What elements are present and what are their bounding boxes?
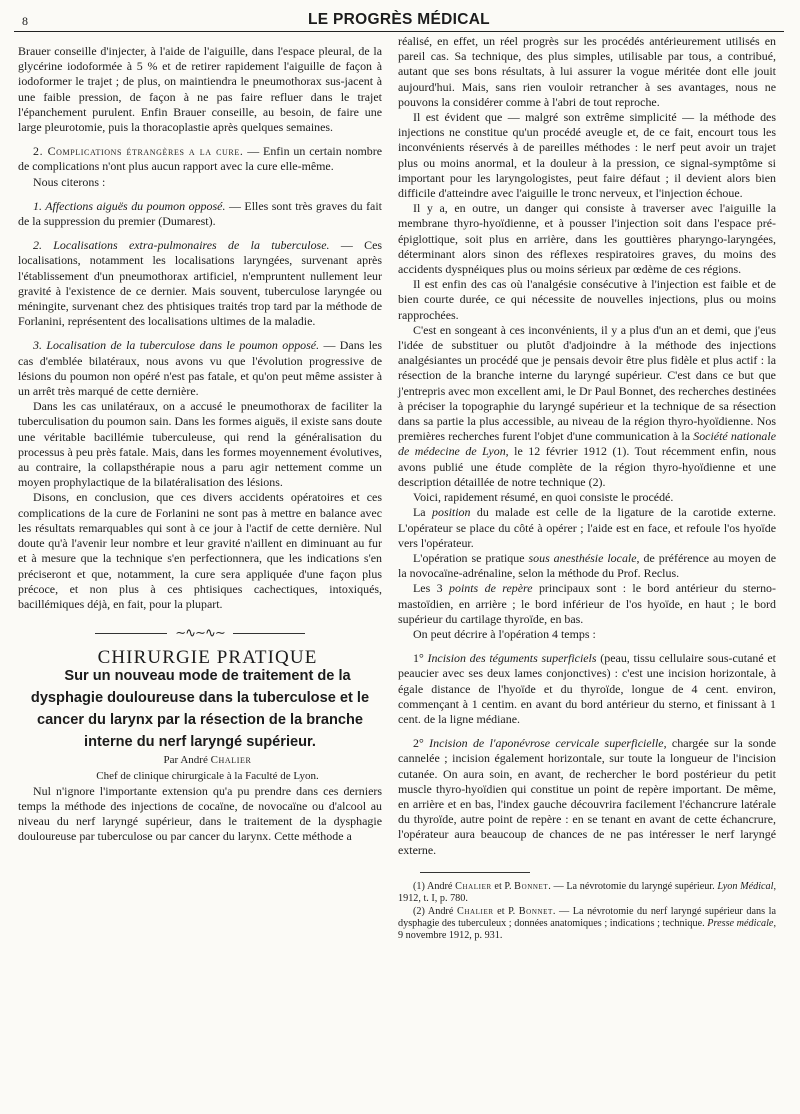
paragraph-text: , de préférence au moyen de la novocaïne-adrénaline, selon la méthode du Prof. Reclus. <box>398 550 776 581</box>
emphasis: points de repère <box>449 581 533 596</box>
subsection-label: 2. Complications étrangères a la cure. <box>33 144 244 159</box>
footnote-text: , 1912, t. I, p. 780. <box>398 880 777 905</box>
page-number: 8 <box>22 14 28 28</box>
journal-title: LE PROGRÈS MÉDICAL <box>308 11 490 28</box>
footnote-text: et P. <box>491 880 515 892</box>
paragraph-text: — Ces localisations, notamment les localisations laryngées, survenant après l'établissement d'un pneumothorax artificiel, n'empruntent nullement leur gravité à l'existence de ce dernier. Mais souvent, tuberculose laryngée ou méningite, survenant chez des phtisiques traités trop tard par la méthode de Forlanini, représentent des localisations ultimes de la maladie. <box>18 238 383 329</box>
paragraph-text: — Dans les cas d'emblée bilatéraux, nous avons vu que l'évolution progressive de lésions du poumon non opéré n'est pas fatale, et qu'on peut même assister à un arrêt très marqué de cette dernière. <box>18 338 383 399</box>
paragraph <box>398 736 776 858</box>
paragraph-text: L'opération se pratique <box>413 550 529 565</box>
paragraph: Il est évident que — malgré son extrême simplicité — la méthode des injections ne constitue qu'un procédé aveugle et, de ce fait, encourt tous les inconvénients réservés à de pareilles méthodes : le nerf peut avoir un trajet plus ou moins anormal, et la douleur à la pression, ce signal-symptôme si important pour les laryngologistes, peut faire défaut ; il devient alors bien difficile d'atteindre avec l'aiguille le tronc nerveux, et l'injection échoue. <box>398 110 776 201</box>
emphasis: position <box>432 505 471 520</box>
byline <box>18 753 382 768</box>
divider-line <box>95 633 167 634</box>
footnote-text: . — La névrotomie du laryngé supérieur. <box>548 880 718 892</box>
author-affiliation: Chef de clinique chirurgicale à la Faculté de Lyon. <box>96 769 319 782</box>
paragraph: Disons, en conclusion, que ces divers accidents opératoires et ces complications de la cure de Forlanini ne sont pas à mettre en balance avec les résultats remarquables qui sont à ce jour à l'actif de cette dernière. Nul doute qu'à l'avenir leur nombre et leur gravité n'aillent en diminuant au fur et à mesure que la technique s'en perfectionnera, que les indications s'en préciseront et que, notamment, la cure sera appliquée d'une façon plus précoce, et non plus à ces phtisiques cachectiques, intoxiqués, bacillémiques déjà, en fait, pour la plupart. <box>18 490 382 611</box>
paragraph: Brauer conseille d'injecter, à l'aide de l'aiguille, dans l'espace pleural, de la glycérine iodoformée à 5 % et de retirer rapidement l'aiguille de façon à iodoformer le trajet ; de plus, on maintiendra le pneumothorax sus-jacent à une faible pression, de façon à ne pas faire refluer dans le trajet l'épanchement purulent. Enfin Brauer conseille, au besoin, de faire une large pleurotomie, puis la thoracoplastie après quelques semaines. <box>18 44 382 135</box>
subsection-label: 1. Affections aiguës du poumon opposé. <box>33 198 226 213</box>
paragraph <box>398 581 776 627</box>
footnote-text: , 9 novembre 1912, p. 931. <box>398 917 776 942</box>
right-column <box>398 34 776 943</box>
footnote-text: . — La névrotomie du nerf laryngé supérieur dans la dysphagie des tuberculeux ; données anatomiques ; indications ; technique. <box>398 905 776 929</box>
paragraph-text: — Elles sont très graves du fait de la suppression du premier (Dumarest). <box>18 198 382 229</box>
step-number: 2° <box>413 736 430 751</box>
section-divider <box>18 625 382 641</box>
section-title: CHIRURGIE PRATIQUE <box>97 647 318 669</box>
step-title: Incision des téguments superficiels <box>427 651 597 666</box>
subsection-label: 2. Localisations extra-pulmonaires de la tuberculose. <box>33 238 330 253</box>
paragraph <box>18 238 382 329</box>
paragraph <box>398 551 776 581</box>
paragraph-text: — Enfin un certain nombre de complications n'ont plus aucun rapport avec la cure elle-même. <box>18 144 382 174</box>
footnotes <box>398 881 776 943</box>
paragraph-text: , chargée sur la sonde cannelée ; incision également horizontale, sur toute la longueur de l'incision cutanée. On aura soin, en avant, de rechercher le bord postérieur du petit muscle thyro-hyoïdien qui constitue un point de repère important. De même, en arrière et en bas, l'index gauche découvrira facilement l'échancrure latérale du thyroïde, autre point de repère : en se tenant en avant de cette échancrure, l'opérateur aura beaucoup de chances de ne pas intéresser le nerf laryngé externe. <box>398 736 776 857</box>
footnote <box>398 906 776 943</box>
paragraph <box>18 144 382 174</box>
paragraph <box>398 505 776 551</box>
paragraph: On peut décrire à l'opération 4 temps : <box>413 626 596 641</box>
footnote <box>398 881 776 906</box>
paragraph <box>398 651 776 727</box>
paragraph <box>398 323 776 490</box>
author-name: Chalier <box>455 880 492 892</box>
left-column <box>18 44 382 845</box>
journal-name: Presse médicale <box>707 917 774 929</box>
article-title: Sur un nouveau mode de traitement de la dysphagie douloureuse dans la tuberculose et le cancer du larynx par la résection de la branche interne du nerf laryngé supérieur. <box>30 668 370 751</box>
paragraph-text: La <box>413 505 433 520</box>
page-header <box>14 8 784 30</box>
author-name: Bonnet <box>518 905 553 917</box>
paragraph: réalisé, en effet, un réel progrès sur les procédés antérieurement utilisés en pareil cas. Sa technique, des plus simples, utilisable par tous, a contribué, autant que ses bons résultats, à lui assurer la vogue méritée dont elle jouit aujourd'hui. Mais, sans rien vouloir retrancher à ses avantages, nous ne pouvons la considérer comme à l'abri de tout reproche. <box>398 34 776 109</box>
footnote-rule <box>420 872 530 873</box>
subsection-label: 3. Localisation de la tuberculose dans le poumon opposé. <box>33 338 320 353</box>
paragraph: Il est enfin des cas où l'analgésie consécutive à l'injection est faible et de bien courte durée, ce qui nécessite de nouvelles injections, plus ou moins rapprochées. <box>398 277 776 322</box>
paragraph: Voici, rapidement résumé, en quoi consiste le procédé. <box>413 490 674 505</box>
paragraph-text: C'est en songeant à ces inconvénients, il y a plus d'un an et demi, que j'eus l'idée de substituer ou plutôt d'adjoindre à la méthode des injections analgésiantes un procédé que je pensais devoir être plus fidèle et plus actif : la résection de la branche interne du laryngé supérieur. C'est dans ce but que j'entrepris avec mon excellent ami, le Dr Paul Bonnet, des recherches destinées à préciser la topographie du laryngé supérieur et la technique de sa résection dans sa partie la plus accessible, au niveau de la région thyro-hyoïdienne. Nos premières recherches furent l'objet d'une communication à la <box>398 322 776 444</box>
footnote-text: et P. <box>493 905 519 917</box>
paragraph: Dans les cas unilatéraux, on a accusé le pneumothorax de faciliter la tuberculisation du poumon sain. Dans les formes aiguës, il existe sans doute une véritable bacillémie tuberculeuse, qui rend la généralisation du processus à peu près fatale. Mais, dans les formes moyennement évolutives, au contraire, la collapsthérapie nous a paru agir nettement comme un moyen prophylactique de la bilatéralisation des lésions. <box>18 399 382 490</box>
author-name: Chalier <box>456 905 494 917</box>
paragraph-text: , le 12 février 1912 (1). Tout récemment enfin, nous avons publié une étude complète de la région thyro-hyoïdienne et une description détaillée de notre technique (2). <box>398 444 776 489</box>
paragraph-text: du malade est celle de la ligature de la carotide externe. L'opérateur se place du côté à opérer ; l'aide est en face, et refoule l'os hyoïde vers l'opérateur. <box>398 505 777 550</box>
footnote-text: (2) André <box>413 905 457 917</box>
step-title: Incision de l'aponévrose cervicale superficielle <box>429 736 664 751</box>
byline-prefix: Par André <box>163 754 211 767</box>
author-name: Chalier <box>210 754 252 767</box>
flourish-ornament: ∼∿∼∿∼ <box>175 625 225 641</box>
paragraph: Nul n'ignore l'importante extension qu'a pu prendre dans ces derniers temps la méthode des injections de cocaïne, de novocaïne ou d'alcool au niveau du nerf laryngé supérieur, dans le traitement de la dysphagie douloureuse par tuberculose ou par cancer du larynx. Cette méthode a <box>18 783 382 844</box>
paragraph-text: (peau, tissu cellulaire sous-cutané et peaucier avec ses deux lames conjonctives) : c'est une incision horizontale, à égale distance de l'hyoïde et du thyroïde, longue de 4 cent. environ, commençant à 1 centim. en avant du bord antérieur du sterno, et finissant à 1 cent. de la ligne médiane. <box>398 651 776 726</box>
paragraph: Nous citerons : <box>33 174 106 189</box>
footnote-text: (1) André <box>413 880 456 892</box>
author-name: Bonnet <box>514 880 549 892</box>
journal-name: Lyon Médical <box>717 880 774 892</box>
step-number: 1° <box>413 651 428 666</box>
paragraph <box>18 338 382 399</box>
paragraph <box>18 199 382 229</box>
divider-line <box>233 633 305 634</box>
paragraph-text: principaux sont : le bord antérieur du sterno-mastoïdien, en arrière ; le bord inférieur de l'os hyoïde, en haut ; le bord supérieur du cartilage thyroïde, en bas. <box>398 581 776 626</box>
society-name: Société nationale de médecine de Lyon <box>398 429 776 459</box>
paragraph: Il y a, en outre, un danger qui consiste à traverser avec l'aiguille la membrane thyro-hyoïdienne, et à pousser l'injection soit dans l'espace pré-épiglottique, soit plus en arrière, dans les gouttières pharyngo-laryngées, déterminant alors sinon des réflexes respiratoires graves, du moins des accidents dyspnéiques plus ou moins sérieux par œdème de ces régions. <box>398 201 776 277</box>
emphasis: sous anesthésie locale <box>528 550 637 565</box>
paragraph-text: Les 3 <box>413 581 450 596</box>
header-rule <box>14 31 784 32</box>
